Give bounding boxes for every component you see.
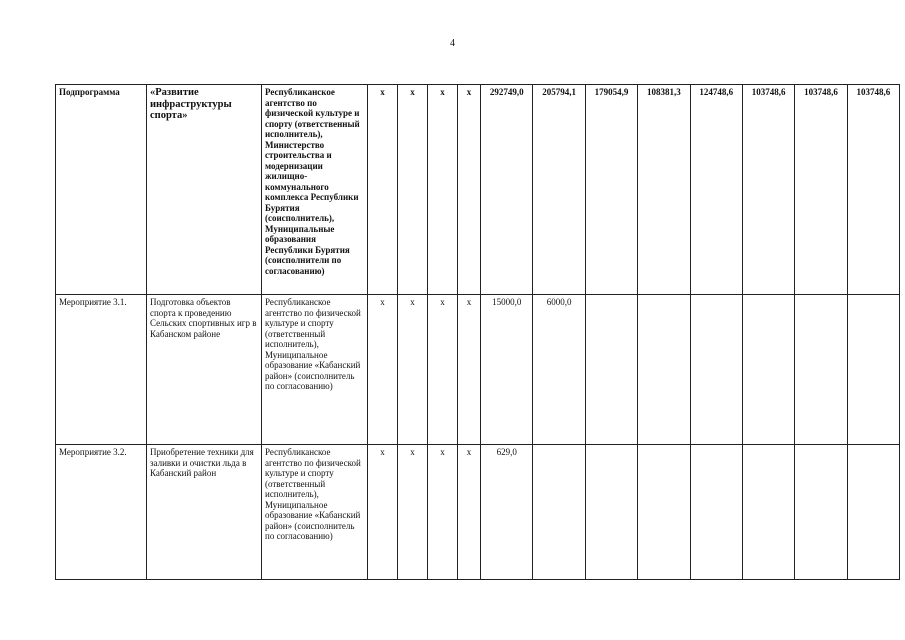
cell-code-1: х xyxy=(368,85,398,295)
cell-executor: Республиканское агентство по физической культуре и спорту (ответственный исполнитель), Муниципальное образование «Кабанский район» (соисполнитель по согласованию) xyxy=(262,295,368,445)
page-number: 4 xyxy=(450,38,455,49)
cell-value-8 xyxy=(847,445,899,580)
cell-value-6: 103748,6 xyxy=(742,85,794,295)
cell-value-3 xyxy=(585,445,637,580)
cell-code-4: х xyxy=(458,295,481,445)
cell-value-6 xyxy=(742,295,794,445)
table-row-measure-3-1 xyxy=(56,295,900,445)
table-row-subprogram xyxy=(56,85,900,295)
cell-code-4: х xyxy=(458,85,481,295)
cell-value-2 xyxy=(533,445,585,580)
cell-value-1: 292749,0 xyxy=(481,85,533,295)
cell-code-1: х xyxy=(368,295,398,445)
table-body xyxy=(56,85,900,580)
cell-name: «Развитие инфраструктуры спорта» xyxy=(147,85,262,295)
cell-code-3: х xyxy=(428,445,458,580)
cell-value-5 xyxy=(690,445,742,580)
cell-type: Подпрограмма xyxy=(56,85,147,295)
cell-value-8 xyxy=(847,295,899,445)
cell-value-1: 15000,0 xyxy=(481,295,533,445)
cell-code-4: х xyxy=(458,445,481,580)
cell-value-5: 124748,6 xyxy=(690,85,742,295)
cell-code-3: х xyxy=(428,295,458,445)
cell-value-6 xyxy=(742,445,794,580)
cell-value-7 xyxy=(795,445,847,580)
budget-table xyxy=(55,84,900,580)
cell-code-1: х xyxy=(368,445,398,580)
cell-executor: Республиканское агентство по физической культуре и спорту (ответственный исполнитель), Муниципальное образование «Кабанский район» (соисполнитель по согласованию) xyxy=(262,445,368,580)
cell-value-7 xyxy=(795,295,847,445)
cell-value-7: 103748,6 xyxy=(795,85,847,295)
cell-name: Подготовка объектов спорта к проведению Сельских спортивных игр в Кабанском районе xyxy=(147,295,262,445)
cell-value-5 xyxy=(690,295,742,445)
cell-value-3: 179054,9 xyxy=(585,85,637,295)
cell-value-1: 629,0 xyxy=(481,445,533,580)
cell-value-4 xyxy=(638,295,690,445)
cell-value-8: 103748,6 xyxy=(847,85,899,295)
cell-code-2: х xyxy=(398,295,428,445)
cell-code-3: х xyxy=(428,85,458,295)
cell-value-2: 205794,1 xyxy=(533,85,585,295)
cell-code-2: х xyxy=(398,85,428,295)
cell-value-3 xyxy=(585,295,637,445)
table-row-measure-3-2 xyxy=(56,445,900,580)
cell-type: Мероприятие 3.2. xyxy=(56,445,147,580)
cell-executor: Республиканское агентство по физической культуре и спорту (ответственный исполнитель), Министерство строительства и модернизации жилищно-коммунального комплекса Республики Бурятия (соисполнитель), Муниципальные образования Республики Бурятия (соисполнители по согласованию) xyxy=(262,85,368,295)
cell-value-4 xyxy=(638,445,690,580)
cell-value-4: 108381,3 xyxy=(638,85,690,295)
cell-code-2: х xyxy=(398,445,428,580)
cell-type: Мероприятие 3.1. xyxy=(56,295,147,445)
cell-name: Приобретение техники для заливки и очистки льда в Кабанский район xyxy=(147,445,262,580)
cell-value-2: 6000,0 xyxy=(533,295,585,445)
